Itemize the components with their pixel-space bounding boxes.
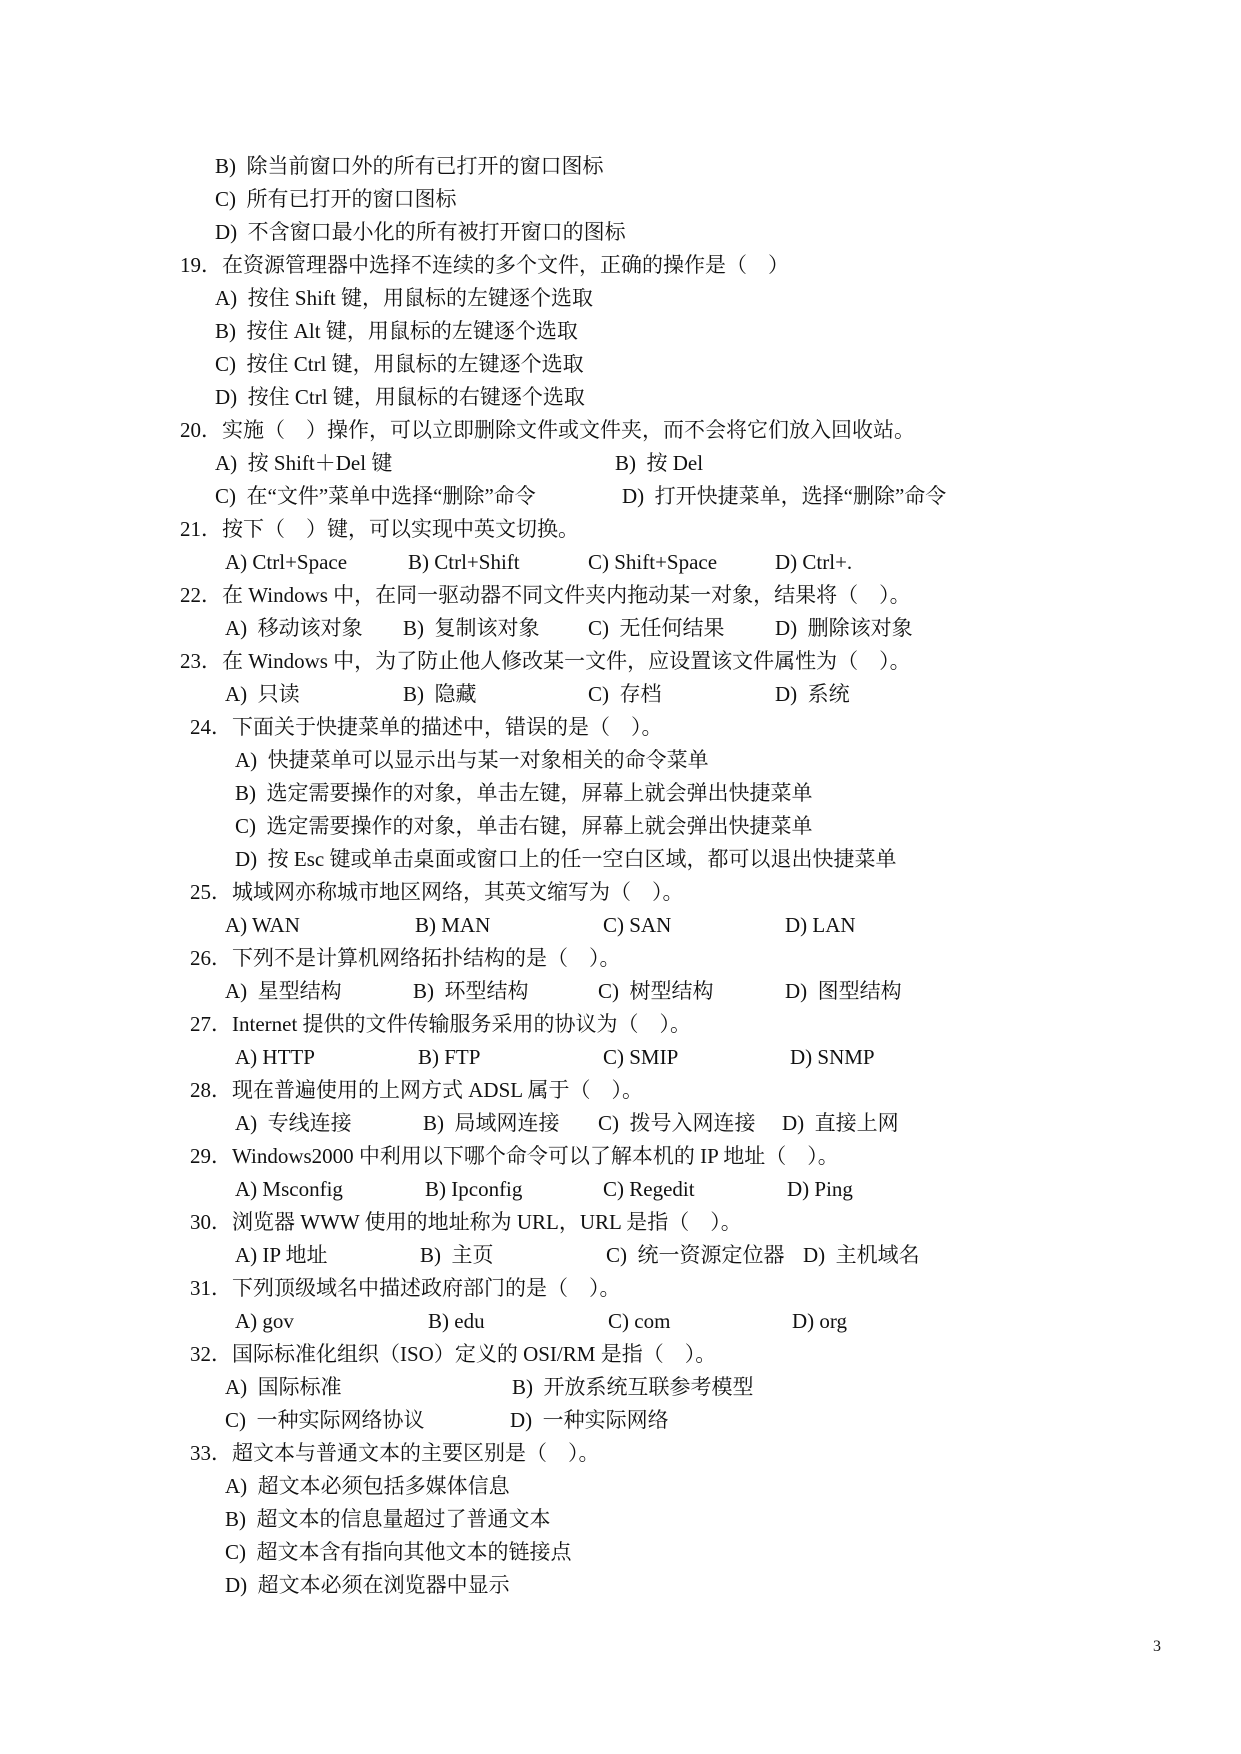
- option-text: B) 除当前窗口外的所有已打开的窗口图标: [215, 154, 604, 178]
- option-text: C) 超文本含有指向其他文本的链接点: [225, 1540, 572, 1564]
- option-text: A) 国际标准: [225, 1375, 342, 1399]
- question-text: 27．Internet 提供的文件传输服务采用的协议为（ ）。: [190, 1012, 692, 1036]
- option-text: B) edu: [428, 1309, 485, 1333]
- option-text: B) MAN: [415, 913, 491, 937]
- option-text: D) 直接上网: [782, 1111, 899, 1135]
- option-text: B) 环型结构: [413, 979, 529, 1003]
- option-text: C) 树型结构: [598, 979, 714, 1003]
- option-text: A) 移动该对象: [225, 616, 363, 640]
- option-text: B) 超文本的信息量超过了普通文本: [225, 1507, 551, 1531]
- question-text: 33．超文本与普通文本的主要区别是（ ）。: [190, 1441, 600, 1465]
- option-text: A) 星型结构: [225, 979, 342, 1003]
- option-text: D) 不含窗口最小化的所有被打开窗口的图标: [215, 220, 626, 244]
- question-text: 19．在资源管理器中选择不连续的多个文件，正确的操作是（ ）: [180, 253, 789, 277]
- option-text: D) SNMP: [790, 1045, 875, 1069]
- question-text: 30．浏览器 WWW 使用的地址称为 URL，URL 是指（ ）。: [190, 1210, 742, 1234]
- question-text: 31．下列顶级域名中描述政府部门的是（ ）。: [190, 1276, 621, 1300]
- option-text: D) 系统: [775, 682, 850, 706]
- option-text: B) 按住 Alt 键，用鼠标的左键逐个选取: [215, 319, 578, 343]
- option-text: B) 复制该对象: [403, 616, 540, 640]
- option-text: C) Shift+Space: [588, 550, 718, 574]
- option-text: A) 快捷菜单可以显示出与某一对象相关的命令菜单: [235, 748, 709, 772]
- option-text: D) 一种实际网络: [510, 1408, 669, 1432]
- option-text: A) WAN: [225, 913, 300, 937]
- option-text: D) org: [792, 1309, 848, 1333]
- option-text: D) 主机域名: [803, 1243, 920, 1267]
- option-text: A) Ctrl+Space: [225, 550, 348, 574]
- question-text: 29．Windows2000 中利用以下哪个命令可以了解本机的 IP 地址（ ）。: [190, 1144, 839, 1168]
- option-text: C) SMIP: [603, 1045, 679, 1069]
- option-text: B) FTP: [418, 1045, 481, 1069]
- option-text: B) 选定需要操作的对象，单击左键，屏幕上就会弹出快捷菜单: [235, 781, 813, 805]
- question-text: 24．下面关于快捷菜单的描述中，错误的是（ ）。: [190, 715, 663, 739]
- option-text: A) 按住 Shift 键，用鼠标的左键逐个选取: [215, 286, 593, 310]
- option-text: A) 按 Shift＋Del 键: [215, 451, 393, 475]
- page-number: 3: [1153, 1638, 1161, 1655]
- question-text: 32．国际标准化组织（ISO）定义的 OSI/RM 是指（ ）。: [190, 1342, 717, 1366]
- option-text: A) HTTP: [235, 1045, 315, 1069]
- option-text: D) 按住 Ctrl 键，用鼠标的右键逐个选取: [215, 385, 585, 409]
- question-text: 25．城域网亦称城市地区网络，其英文缩写为（ ）。: [190, 880, 684, 904]
- question-text: 21．按下（ ）键，可以实现中英文切换。: [180, 517, 579, 541]
- option-text: D) LAN: [785, 913, 856, 937]
- option-text: D) Ctrl+.: [775, 550, 853, 574]
- option-text: D) 删除该对象: [775, 616, 913, 640]
- option-text: C) SAN: [603, 913, 672, 937]
- option-text: C) 按住 Ctrl 键，用鼠标的左键逐个选取: [215, 352, 584, 376]
- option-text: D) 打开快捷菜单，选择“删除”命令: [622, 484, 947, 508]
- option-text: C) 无任何结果: [588, 616, 725, 640]
- option-text: D) Ping: [787, 1177, 853, 1201]
- option-text: D) 超文本必须在浏览器中显示: [225, 1573, 510, 1597]
- question-text: 26．下列不是计算机网络拓扑结构的是（ ）。: [190, 946, 621, 970]
- option-text: D) 图型结构: [785, 979, 902, 1003]
- option-text: B) 开放系统互联参考模型: [512, 1375, 754, 1399]
- option-text: B) 主页: [420, 1243, 494, 1267]
- question-text: 23．在 Windows 中，为了防止他人修改某一文件，应设置该文件属性为（ ）。: [180, 649, 911, 673]
- option-text: A) 只读: [225, 682, 300, 706]
- question-text: 28．现在普遍使用的上网方式 ADSL 属于（ ）。: [190, 1078, 644, 1102]
- option-text: C) 所有已打开的窗口图标: [215, 187, 457, 211]
- option-text: C) 选定需要操作的对象，单击右键，屏幕上就会弹出快捷菜单: [235, 814, 813, 838]
- option-text: C) 拨号入网连接: [598, 1111, 756, 1135]
- option-text: C) 存档: [588, 682, 662, 706]
- option-text: C) com: [608, 1309, 671, 1333]
- question-text: 22．在 Windows 中，在同一驱动器不同文件夹内拖动某一对象，结果将（ ）。: [180, 583, 911, 607]
- option-text: B) Ipconfig: [425, 1177, 523, 1201]
- option-text: C) 在“文件”菜单中选择“删除”命令: [215, 484, 536, 508]
- option-text: B) 局域网连接: [423, 1111, 560, 1135]
- option-text: B) 按 Del: [615, 451, 704, 475]
- option-text: D) 按 Esc 键或单击桌面或窗口上的任一空白区域，都可以退出快捷菜单: [235, 847, 897, 871]
- option-text: B) Ctrl+Shift: [408, 550, 520, 574]
- option-text: B) 隐藏: [403, 682, 477, 706]
- option-text: A) 超文本必须包括多媒体信息: [225, 1474, 510, 1498]
- option-text: A) Msconfig: [235, 1177, 343, 1201]
- option-text: C) Regedit: [603, 1177, 695, 1201]
- option-text: C) 一种实际网络协议: [225, 1408, 425, 1432]
- option-text: C) 统一资源定位器: [606, 1243, 785, 1267]
- option-text: A) 专线连接: [235, 1111, 352, 1135]
- question-text: 20．实施（ ）操作，可以立即删除文件或文件夹，而不会将它们放入回收站。: [180, 418, 915, 442]
- option-text: A) gov: [235, 1309, 294, 1333]
- option-text: A) IP 地址: [235, 1243, 328, 1267]
